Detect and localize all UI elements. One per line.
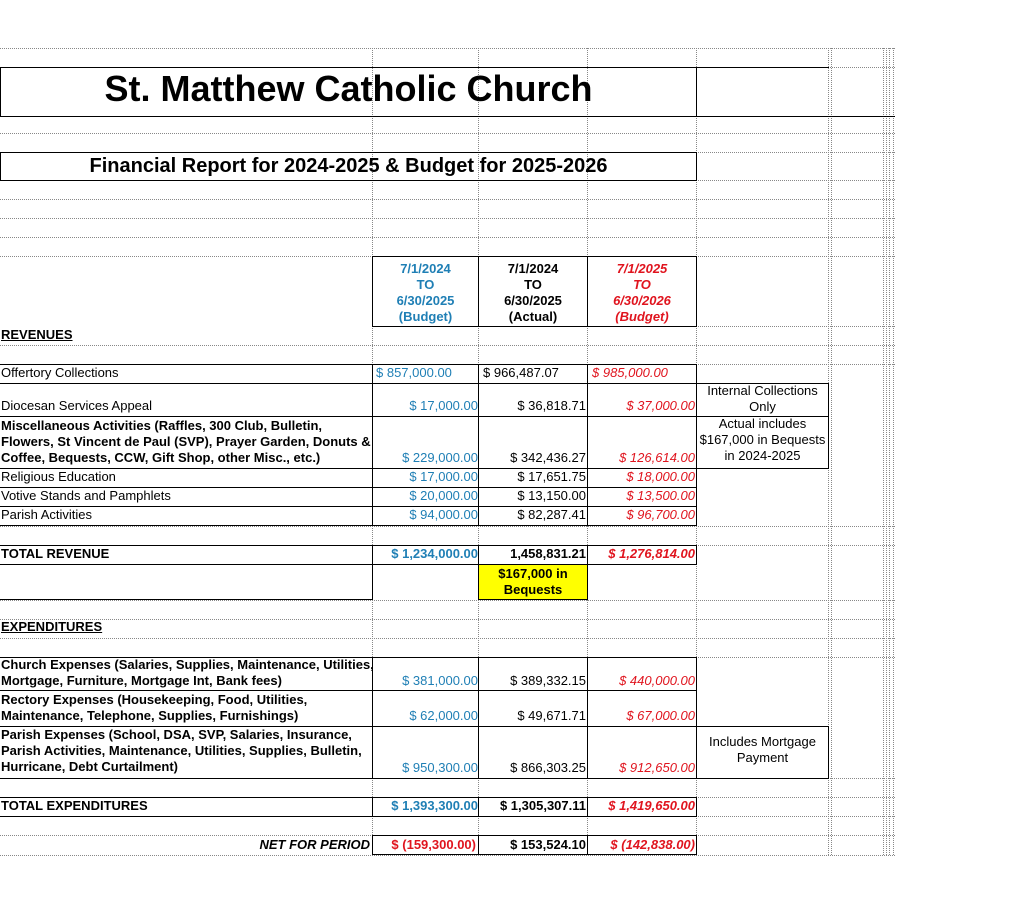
budget-next-value: $ 440,000.00	[619, 673, 695, 688]
actual-value: $ 13,150.00	[517, 488, 586, 503]
budget-next-value: $ 912,650.00	[619, 760, 695, 775]
row-label: Miscellaneous Activities (Raffles, 300 Club, Bulletin, Flowers, St Vincent de Paul (SVP), Prayer Garden, Donuts & Coffee, Bequests, CCW, Gift Shop, other Misc., etc.)	[1, 418, 371, 465]
total-revenue-actual: 1,458,831.21	[510, 546, 586, 561]
row-label: Diocesan Services Appeal	[1, 398, 153, 413]
actual-value: $ 866,303.25	[510, 760, 586, 775]
actual-value: $ 17,651.75	[517, 469, 586, 484]
budget-next-value: $ 67,000.00	[626, 708, 695, 723]
page-subtitle: Financial Report for 2024-2025 & Budget for 2025-2026	[89, 155, 608, 177]
net-actual: $ 153,524.10	[510, 837, 586, 852]
budget-prev-value: $ 857,000.00	[376, 365, 452, 380]
row-label: Offertory Collections	[1, 365, 119, 380]
budget-prev-value: $ 94,000.00	[409, 507, 478, 522]
net-for-period-label: NET FOR PERIOD	[259, 837, 370, 852]
net-budget-next: $ (142,838.00)	[610, 837, 695, 852]
col-budget-prev-label: 7/1/2024 TO 6/30/2025 (Budget)	[396, 261, 455, 324]
actual-value: $ 49,671.71	[517, 708, 586, 723]
actual-value: $ 342,436.27	[510, 450, 586, 465]
bequests-highlight-text: $167,000 in Bequests	[498, 566, 568, 597]
budget-prev-value: $ 381,000.00	[402, 673, 478, 688]
total-revenue-budget-next: $ 1,276,814.00	[608, 546, 695, 561]
actual-value: $ 966,487.07	[483, 365, 559, 380]
total-expenditures-actual: $ 1,305,307.11	[499, 798, 586, 813]
budget-prev-value: $ 17,000.00	[409, 398, 478, 413]
budget-next-value: $ 37,000.00	[626, 398, 695, 413]
budget-next-value: $ 13,500.00	[626, 488, 695, 503]
net-budget-prev: $ (159,300.00)	[391, 837, 476, 852]
title-side-box	[696, 67, 829, 117]
budget-prev-value: $ 20,000.00	[409, 488, 478, 503]
row-label: Parish Activities	[1, 507, 93, 522]
actual-value: $ 389,332.15	[510, 673, 586, 688]
budget-prev-value: $ 950,300.00	[402, 760, 478, 775]
budget-prev-value: $ 229,000.00	[402, 450, 478, 465]
actual-value: $ 36,818.71	[517, 398, 586, 413]
row-label: Votive Stands and Pamphlets	[1, 488, 171, 503]
page-title: St. Matthew Catholic Church	[104, 68, 593, 109]
actual-value: $ 82,287.41	[517, 507, 586, 522]
budget-next-value: $ 18,000.00	[626, 469, 695, 484]
budget-next-value: $ 96,700.00	[626, 507, 695, 522]
budget-prev-value: $ 62,000.00	[409, 708, 478, 723]
revenues-heading: REVENUES	[1, 327, 73, 342]
total-revenue-budget-prev: $ 1,234,000.00	[391, 546, 478, 561]
budget-prev-value: $ 17,000.00	[409, 469, 478, 484]
note-mortgage-text: Includes Mortgage Payment	[709, 734, 816, 765]
row-label: Rectory Expenses (Housekeeping, Food, Utilities, Maintenance, Telephone, Supplies, Furnishings)	[1, 692, 308, 723]
total-expenditures-budget-prev: $ 1,393,300.00	[391, 798, 478, 813]
budget-next-value: $ 126,614.00	[619, 450, 695, 465]
col-actual-label: 7/1/2024 TO 6/30/2025 (Actual)	[504, 261, 562, 324]
expenditures-heading: EXPENDITURES	[1, 619, 103, 634]
row-label: Church Expenses (Salaries, Supplies, Maintenance, Utilities, Mortgage, Furniture, Mortgage Int, Bank fees)	[1, 657, 374, 688]
note-internal-collections-text: Internal Collections Only	[707, 383, 818, 414]
row-label: Religious Education	[1, 469, 116, 484]
row-label: Parish Expenses (School, DSA, SVP, Salaries, Insurance, Parish Activities, Maintenance, Utilities, Supplies, Bulletin, Hurricane, Debt Curtailment)	[1, 727, 362, 774]
total-revenue-label: TOTAL REVENUE	[1, 546, 110, 561]
total-expenditures-label: TOTAL EXPENDITURES	[1, 798, 148, 813]
col-budget-next-label: 7/1/2025 TO 6/30/2026 (Budget)	[613, 261, 671, 324]
budget-next-value: $ 985,000.00	[592, 365, 668, 380]
note-bequests-text: Actual includes $167,000 in Bequests in 2024-2025	[699, 416, 826, 463]
total-expenditures-budget-next: $ 1,419,650.00	[608, 798, 695, 813]
